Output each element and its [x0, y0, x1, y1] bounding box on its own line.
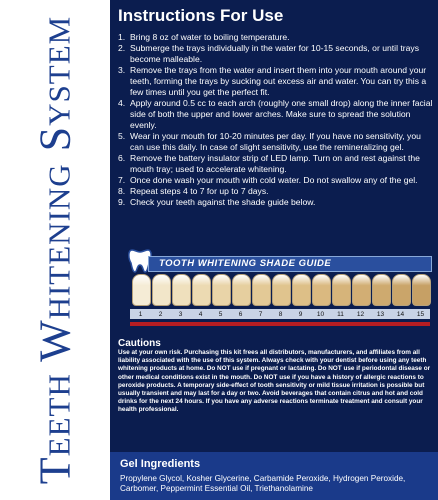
shade-number: 10	[316, 311, 325, 318]
shade-number: 8	[278, 311, 283, 318]
instruction-step: 1. Bring 8 oz of water to boiling temperature.	[118, 32, 290, 42]
instruction-step: 8. Repeat steps 4 to 7 for up to 7 days.	[118, 186, 269, 196]
shade-tooth	[392, 274, 411, 306]
instruction-step: 4. Apply around 0.5 cc to each arch (roughly one small drop) along the inner facial side of both the upper and lower arches. Make sure to spread the solution evenly.	[118, 98, 433, 130]
cautions-text: Use at your own risk. Purchasing this kit frees all distributors, manufacturers, and affiliates from all liability associated with the use of this system. Always check with your dentist before using any teeth whitening products at home. Do NOT use if pregnant or lactating. Do NOT use if periodontal disease or other medical conditions exist in the mouth. Do NOT use if you have a history of allergic reactions to peroxide products. A temporary side-effect of tooth sensitivity or mild tissue irritation is possible but usually transient and may last for a day or two. Avoid beverages that contain citrus and hot and cold drinks for the next 24 hours. If you have any adverse reactions terminate treatment and consult your health professional.	[118, 349, 431, 414]
shade-number: 14	[396, 311, 405, 318]
side-title-panel	[0, 0, 110, 500]
gel-ingredients-section	[110, 452, 438, 500]
side-title: Teeth Whitening System	[30, 15, 80, 485]
shade-tooth	[232, 274, 251, 306]
shade-number: 4	[198, 311, 203, 318]
cautions-title: Cautions	[118, 338, 161, 349]
shade-number: 1	[138, 311, 143, 318]
red-divider	[130, 322, 430, 326]
instruction-step: 3. Remove the trays from the water and insert them into your mouth around your teeth, forming the trays by sucking out excess air and water. You can try this a few times until you get the perfect fit.	[118, 65, 427, 97]
shade-tooth	[352, 274, 371, 306]
instructions-list	[118, 32, 434, 208]
shade-tooth	[192, 274, 211, 306]
shade-number: 7	[258, 311, 263, 318]
shade-number: 2	[158, 311, 163, 318]
shade-teeth-row	[130, 274, 430, 318]
shade-guide-title: TOOTH WHITENING SHADE GUIDE	[159, 258, 332, 269]
shade-tooth	[332, 274, 351, 306]
shade-number: 12	[356, 311, 365, 318]
shade-tooth	[132, 274, 151, 306]
shade-number: 6	[238, 311, 243, 318]
shade-tooth	[372, 274, 391, 306]
shade-number: 11	[337, 311, 344, 318]
gel-ingredients-text: Propylene Glycol, Kosher Glycerine, Carbamide Peroxide, Hydrogen Peroxide, Carbomer, Peppermint Essential Oil, Triethanolamine	[120, 474, 406, 493]
instruction-step: 2. Submerge the trays individually in the water for 10-15 seconds, or until trays become malleable.	[118, 43, 419, 64]
shade-guide-banner	[148, 256, 432, 272]
shade-number: 3	[178, 311, 183, 318]
shade-tooth	[252, 274, 271, 306]
shade-tooth	[292, 274, 311, 306]
shade-number: 5	[218, 311, 223, 318]
shade-tooth	[312, 274, 331, 306]
shade-guide	[126, 246, 432, 336]
cautions-section	[118, 338, 434, 415]
shade-number: 15	[416, 311, 425, 318]
shade-tooth	[212, 274, 231, 306]
shade-tooth	[272, 274, 291, 306]
shade-tooth	[412, 274, 431, 306]
gel-ingredients-title: Gel Ingredients	[120, 458, 201, 470]
instruction-step: 7. Once done wash your mouth with cold water. Do not swallow any of the gel.	[118, 175, 418, 185]
instruction-step: 9. Check your teeth against the shade guide below.	[118, 197, 316, 207]
instruction-step: 5. Wear in your mouth for 10-20 minutes per day. If you have no sensitivity, you can use this daily. In case of slight sensitivity, use the remineralizing gel.	[118, 131, 421, 152]
shade-tooth	[172, 274, 191, 306]
instructions-title: Instructions For Use	[118, 6, 284, 25]
instruction-step: 6. Remove the battery insulator strip of LED lamp. Turn on and rest against the mouth tray; used to accelerate whitening.	[118, 153, 420, 174]
shade-number: 9	[298, 311, 303, 318]
shade-tooth	[152, 274, 171, 306]
shade-number: 13	[376, 311, 385, 318]
